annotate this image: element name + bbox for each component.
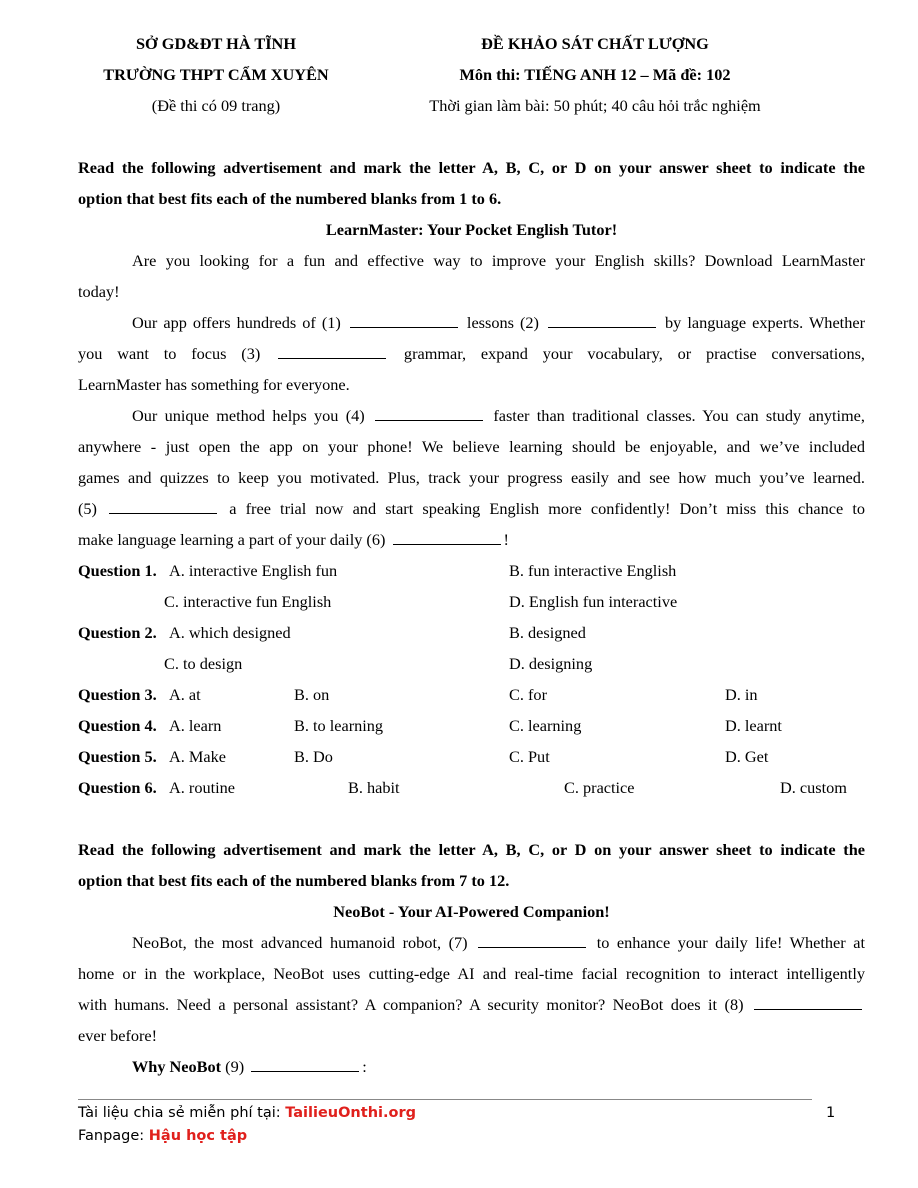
- blank-5: [109, 499, 217, 514]
- blank-4: [375, 406, 483, 421]
- footer-line-2: [78, 1125, 416, 1148]
- question-6: [78, 772, 865, 803]
- option-b[interactable]: B. Do: [294, 747, 333, 766]
- question-label: Question 3.: [78, 685, 157, 704]
- text-run: make language learning a part of your daily (6): [78, 530, 386, 549]
- option-a[interactable]: A. learn: [169, 716, 222, 735]
- option-b[interactable]: B. fun interactive English: [509, 561, 677, 580]
- section2-paragraph1-l3: [78, 989, 865, 1020]
- option-d[interactable]: D. designing: [509, 654, 593, 673]
- blank-9: [251, 1057, 359, 1072]
- section2-paragraph1: [78, 927, 865, 958]
- text-run: with humans. Need a personal assistant? A companion? A security monitor? NeoBot does it (8): [78, 995, 744, 1014]
- text-run: you want to focus (3): [78, 344, 261, 363]
- section1-instruction: Read the following advertisement and mark the letter A, B, C, or D on your answer sheet to indicate the: [78, 158, 865, 177]
- footer-label: Fanpage:: [78, 1128, 149, 1144]
- question-1: [78, 555, 865, 586]
- section1-paragraph3: [78, 400, 865, 431]
- option-a[interactable]: A. Make: [169, 747, 226, 766]
- text-run: Our app offers hundreds of (1): [132, 313, 341, 332]
- blank-2: [548, 313, 656, 328]
- text-run: :: [362, 1057, 367, 1076]
- option-a[interactable]: A. at: [169, 685, 201, 704]
- option-b[interactable]: B. designed: [509, 623, 586, 642]
- exam-body: [78, 152, 865, 1082]
- option-d[interactable]: D. in: [725, 685, 758, 704]
- question-label: Question 2.: [78, 623, 157, 642]
- question-5: [78, 741, 865, 772]
- footer-line-1: [78, 1102, 416, 1125]
- section2-instruction: Read the following advertisement and mark the letter A, B, C, or D on your answer sheet to indicate the: [78, 840, 865, 859]
- header-exam-title: ĐỀ KHẢO SÁT CHẤT LƯỢNG: [481, 34, 709, 53]
- option-c[interactable]: C. for: [509, 685, 547, 704]
- footer-divider: [78, 1099, 812, 1100]
- option-a[interactable]: A. which designed: [169, 623, 291, 642]
- option-d[interactable]: D. learnt: [725, 716, 782, 735]
- question-4: [78, 710, 865, 741]
- section1-paragraph3-l3: games and quizzes to keep you motivated. Plus, track your progress easily and see how much you’ve learned.: [78, 468, 865, 487]
- question-2: [78, 617, 865, 648]
- blank-6: [393, 530, 501, 545]
- section1-title: LearnMaster: Your Pocket English Tutor!: [325, 220, 618, 239]
- header-school-name: TRƯỜNG THPT CẨM XUYÊN: [103, 65, 329, 84]
- blank-7: [478, 933, 586, 948]
- option-c[interactable]: C. practice: [564, 778, 635, 797]
- section1-paragraph1: Are you looking for a fun and effective way to improve your English skills? Download LearnMaster: [132, 251, 865, 270]
- question-label: Question 6.: [78, 778, 157, 797]
- text-run: (5): [78, 499, 97, 518]
- text-run: !: [503, 530, 509, 549]
- header-department: SỞ GD&ĐT HÀ TĨNH: [136, 34, 296, 53]
- footer-site-link[interactable]: TailieuOnthi.org: [285, 1105, 416, 1121]
- option-a[interactable]: A. interactive English fun: [169, 561, 338, 580]
- section1-paragraph2: [78, 307, 865, 338]
- section1-paragraph3-l5: [78, 524, 865, 555]
- text-run: (9): [225, 1057, 245, 1076]
- option-d[interactable]: D. English fun interactive: [509, 592, 678, 611]
- text-run: Our unique method helps you (4): [132, 406, 365, 425]
- header-school: [78, 28, 354, 121]
- section2-instruction-cont: option that best fits each of the numbered blanks from 7 to 12.: [78, 871, 510, 890]
- text-run: by language experts. Whether: [665, 313, 865, 332]
- option-d[interactable]: D. Get: [725, 747, 769, 766]
- option-b[interactable]: B. habit: [348, 778, 400, 797]
- text-run: a free trial now and start speaking English more confidently! Don’t miss this chance to: [229, 499, 866, 518]
- option-d[interactable]: D. custom: [780, 778, 847, 797]
- text-run: to enhance your daily life! Whether at: [596, 933, 866, 952]
- page-number: 1: [826, 1105, 836, 1121]
- option-b[interactable]: B. to learning: [294, 716, 384, 735]
- blank-3: [278, 344, 386, 359]
- footer: [78, 1102, 416, 1148]
- header-exam: [400, 28, 790, 121]
- header-subject-code: Môn thi: TIẾNG ANH 12 – Mã đề: 102: [459, 65, 731, 84]
- text-run: NeoBot, the most advanced humanoid robot, (7): [132, 933, 468, 952]
- header-page-count: (Đề thi có 09 trang): [151, 96, 281, 115]
- blank-8: [754, 995, 862, 1010]
- option-c[interactable]: C. to design: [164, 654, 243, 673]
- option-c[interactable]: C. learning: [509, 716, 582, 735]
- section-spacer: [78, 803, 865, 834]
- section2-paragraph1-l2: home or in the workplace, NeoBot uses cutting-edge AI and real-time facial recognition to interact intelligently: [78, 964, 865, 983]
- section2-title: NeoBot - Your AI-Powered Companion!: [333, 902, 610, 921]
- option-b[interactable]: B. on: [294, 685, 330, 704]
- question-label: Question 4.: [78, 716, 157, 735]
- header-time: Thời gian làm bài: 50 phút; 40 câu hỏi trắc nghiệm: [429, 96, 761, 115]
- section1-paragraph3-l4: [78, 493, 865, 524]
- text-run: Why NeoBot: [132, 1057, 222, 1076]
- blank-1: [350, 313, 458, 328]
- section1-paragraph2-l3: LearnMaster has something for everyone.: [78, 375, 350, 394]
- footer-fanpage-link[interactable]: Hậu học tập: [148, 1128, 248, 1144]
- option-c[interactable]: C. Put: [509, 747, 550, 766]
- text-run: grammar, expand your vocabulary, or practise conversations,: [403, 344, 865, 363]
- question-label: Question 5.: [78, 747, 157, 766]
- question-3: [78, 679, 865, 710]
- option-a[interactable]: A. routine: [169, 778, 236, 797]
- section1-instruction-cont: option that best fits each of the numbered blanks from 1 to 6.: [78, 189, 502, 208]
- option-c[interactable]: C. interactive fun English: [164, 592, 332, 611]
- section2-paragraph1-l4: ever before!: [78, 1026, 158, 1045]
- section2-paragraph2: [78, 1051, 865, 1082]
- text-run: lessons (2): [466, 313, 539, 332]
- text-run: faster than traditional classes. You can study anytime,: [493, 406, 865, 425]
- question-1-row2: [78, 586, 865, 617]
- question-label: Question 1.: [78, 561, 157, 580]
- section1-paragraph3-l2: anywhere - just open the app on your phone! We believe learning should be enjoyable, and we’ve included: [78, 437, 865, 456]
- section1-paragraph1-cont: today!: [78, 282, 120, 301]
- section1-paragraph2-l2: [78, 338, 865, 369]
- footer-label: Tài liệu chia sẻ miễn phí tại:: [78, 1105, 286, 1121]
- question-2-row2: [78, 648, 865, 679]
